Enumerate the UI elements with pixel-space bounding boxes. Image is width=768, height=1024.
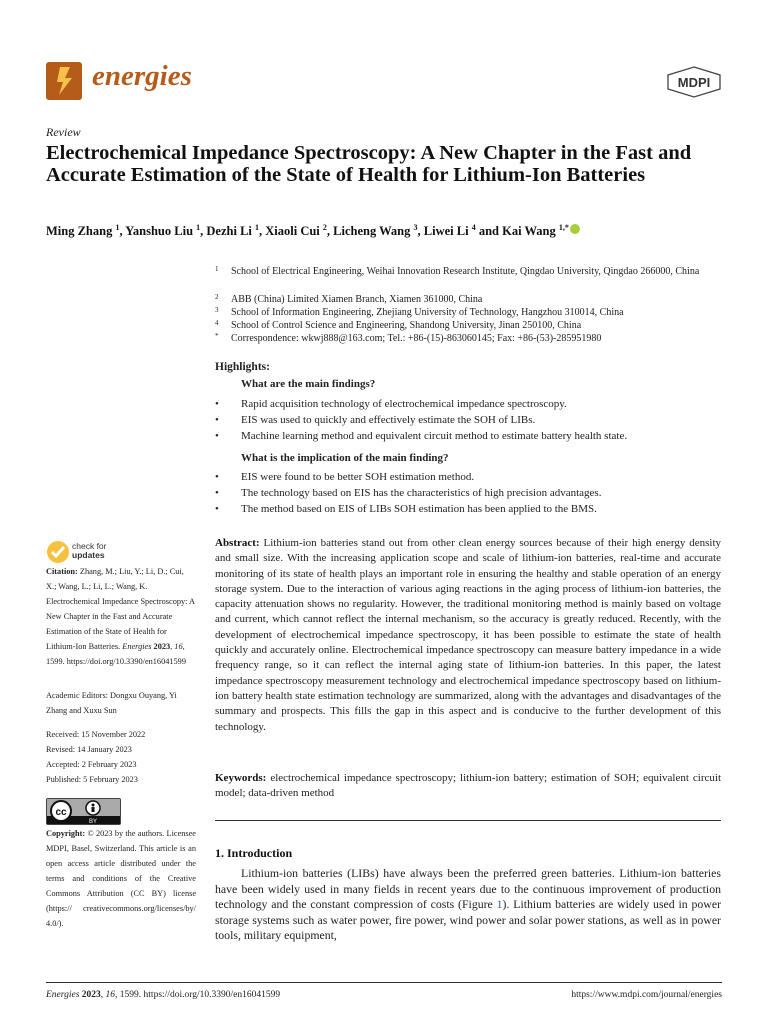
abstract-label: Abstract: [215, 537, 260, 549]
author-affiliation-mark: 1 [196, 223, 201, 232]
keywords-text: electrochemical impedance spectroscopy; lithium-ion battery; estimation of SOH; equivalent circuit model; data-driven method [215, 772, 722, 800]
svg-text:MDPI: MDPI [677, 75, 711, 90]
footer-citation: Energies 2023, 16, 1599. https://doi.org/10.3390/en16041599 [46, 990, 281, 1000]
affiliation-number: * [215, 332, 219, 340]
highlight-text: The method based on EIS of LIBs SOH estimation has been applied to the BMS. [241, 503, 597, 515]
bullet-icon: • [215, 471, 219, 483]
academic-editors: Academic Editors: Dongxu Ouyang, Yi Zhang and Xuxu Sun [46, 691, 177, 715]
author-affiliation-mark: 4 [471, 223, 476, 232]
citation-label: Citation: [46, 567, 78, 576]
received-date: Received: 15 November 2022 [46, 730, 146, 739]
highlights-heading: Highlights: [215, 361, 270, 373]
article-title: Electrochemical Impedance Spectroscopy: A New Chapter in the Fast and Accurate Estimation of the State of Health for Lithium-Ion Batteries [46, 142, 692, 186]
author-affiliation-mark: 2 [322, 223, 327, 232]
author[interactable]: Ming Zhang [46, 224, 113, 239]
author[interactable]: Xiaoli Cui [265, 224, 320, 239]
author-list: Ming Zhang $^1$, Yanshuo Liu $^1$, Dezhi Li $^1$, Xiaoli Cui $^2$, Licheng Wang $^3$, Liwei Li $^4$ and Kai Wang $^{1,*}$ [46, 223, 580, 239]
section-heading: 1. Introduction [215, 846, 293, 860]
bullet-icon: • [215, 414, 219, 426]
citation-journal: Energies [122, 642, 152, 651]
journal-logo-icon [46, 62, 82, 100]
mdpi-logo[interactable] [666, 66, 722, 103]
author[interactable]: Yanshuo Liu [125, 224, 194, 239]
footer-doi-link[interactable]: , 1599. https://doi.org/10.3390/en16041599 [115, 990, 281, 1000]
bullet-icon: • [215, 430, 219, 442]
affiliation-text: ABB (China) Limited Xiamen Branch, Xiamen 361000, China [231, 294, 483, 305]
highlights-question: What are the main findings? [241, 378, 376, 390]
author[interactable]: Liwei Li [423, 224, 469, 239]
citation: Citation: Zhang, M.; Liu, Y.; Li, D.; Cui, X.; Wang, L.; Li, L.; Wang, K. Electrochemical Impedance Spectroscopy: A New Chapter in the Fast and Accurate Estimation of the State of Health for Lithium-Ion Batteries. Energies 2023, 16, 1599. https://doi.org/10.3390/en16041599 [46, 567, 195, 666]
affiliation-text: School of Information Engineering, Zhejiang University of Technology, Hangzhou 310014, China [231, 307, 624, 318]
footer-volume: 16 [105, 990, 116, 1000]
bullet-icon: • [215, 503, 219, 515]
citation-text: Zhang, M.; Liu, Y.; Li, D.; Cui, X.; Wang, L.; Li, L.; Wang, K. Electrochemical Impedance Spectroscopy: A New Chapter in the Fast and Accurate Estimation of the State of Health for Lithium-Ion Batteries. [46, 567, 195, 651]
footer-year: 2023 [81, 990, 101, 1000]
affiliation-text[interactable]: Correspondence: wkwj888@163.com; Tel.: +86-(15)-863060145; Fax: +86-(53)-285951980 [231, 333, 602, 344]
check-updates-icon [46, 540, 70, 564]
highlight-text: Rapid acquisition technology of electrochemical impedance spectroscopy. [241, 398, 567, 410]
highlight-text: The technology based on EIS has the characteristics of high precision advantages. [241, 487, 602, 499]
affiliation-number: 1 [215, 265, 219, 273]
author[interactable]: Kai Wang [502, 224, 556, 239]
affiliation-number: 3 [215, 306, 219, 314]
author-affiliation-mark: 3 [413, 223, 418, 232]
keywords-label: Keywords: [215, 772, 267, 784]
citation-year: 2023 [153, 642, 171, 651]
intro-text: Lithium-ion batteries (LIBs) have always been the preferred green batteries. Lithium-ion batteries have been widely used in many fields in recent years due to the continuous improvement of production technology and the constant compression of costs (Figure [215, 866, 721, 911]
abstract-text: Lithium-ion batteries stand out from other clean energy sources because of their high energy density and small size. With the increasing application scope and scale of lithium-ion batteries, real-time and accurate monitoring of its state of health plays an important role in ensuring the healthy and stable operation of an energy storage system. Due to the interaction of various aging reactions in the aging process of lithium-ion batteries, the capacity attenuation shows no regularity. However, the traditional monitoring method is mainly based on voltage and current, which cannot reflect the internal mechanism, so the accuracy is greatly reduced. Recently, with the development of electrochemical impedance spectroscopy, it has been possible to estimate the state of health quickly and accurately online. Electrochemical impedance spectroscopy can measure battery impedance in a wide frequency range, so it can reflect the internal aging state of lithium-ion batteries. In this paper, the latest impedance spectroscopy measurement technology and electrochemical impedance spectroscopy based on lithium-ion battery health state estimation technology are summarized, along with the advantages and disadvantages of the summary and prospects. This fills the gap in this aspect and is conducive to the further development of this technology. [215, 537, 721, 733]
author[interactable]: Dezhi Li [206, 224, 252, 239]
author-affiliation-mark: 1 [115, 223, 120, 232]
intro-text: ). Lithium batteries are widely used in power storage systems such as water power, fire power, wind power and solar power stations, as well as in power tools, military equipment, [215, 897, 721, 942]
article-type: Review [46, 125, 81, 139]
journal-url-link[interactable]: https://www.mdpi.com/journal/energies [571, 990, 722, 1000]
copyright-label: Copyright: [46, 829, 86, 838]
revised-date: Revised: 14 January 2023 [46, 745, 132, 754]
highlight-text: EIS was used to quickly and effectively estimate the SOH of LIBs. [241, 414, 536, 426]
intro-paragraph [215, 866, 721, 944]
check-updates-line: updates [72, 550, 105, 560]
cc-by-label: BY [88, 819, 98, 824]
author-affiliation-mark: 1 [255, 223, 259, 232]
bullet-icon: • [215, 487, 219, 499]
figure-link[interactable]: 1 [496, 897, 503, 911]
section-divider [215, 820, 721, 821]
citation-volume: 16 [174, 642, 183, 651]
highlight-text: EIS were found to be better SOH estimation method. [241, 471, 475, 483]
check-updates-line: check for [72, 541, 107, 551]
affiliation-text: School of Electrical Engineering, Weihai Innovation Research Institute, Qingdao University, Qingdao 266000, China [231, 266, 700, 277]
author[interactable]: Licheng Wang [333, 224, 411, 239]
svg-text:cc: cc [55, 807, 67, 818]
highlight-text: Machine learning method and equivalent circuit method to estimate battery health state. [241, 430, 628, 442]
citation-doi[interactable]: , 1599. https://doi.org/10.3390/en16041599 [46, 642, 186, 666]
affiliation-number: 2 [215, 293, 219, 301]
affiliation-text: School of Control Science and Engineering, Shandong University, Jinan 250100, China [231, 320, 582, 331]
author-affiliation-mark: 1,* [558, 223, 569, 232]
abstract [215, 536, 721, 735]
highlights-question: What is the implication of the main finding? [241, 452, 449, 464]
affiliation-number: 4 [215, 319, 219, 327]
footer-divider [46, 982, 722, 983]
keywords [215, 771, 721, 802]
accepted-date: Accepted: 2 February 2023 [46, 760, 137, 769]
orcid-icon[interactable] [570, 224, 580, 234]
journal-name[interactable]: energies [92, 60, 192, 92]
copyright-text: © 2023 by the authors. Licensee MDPI, Basel, Switzerland. This article is an open access article distributed under the terms and conditions of the Creative Commons Attribution (CC BY) license (https:// creativecommons.org/licenses/by/ 4.0/). [46, 829, 196, 928]
bullet-icon: • [215, 398, 219, 410]
published-date: Published: 5 February 2023 [46, 775, 138, 784]
footer-journal: Energies [46, 990, 80, 1000]
copyright [46, 826, 196, 931]
cc-by-license-icon[interactable] [46, 798, 121, 825]
